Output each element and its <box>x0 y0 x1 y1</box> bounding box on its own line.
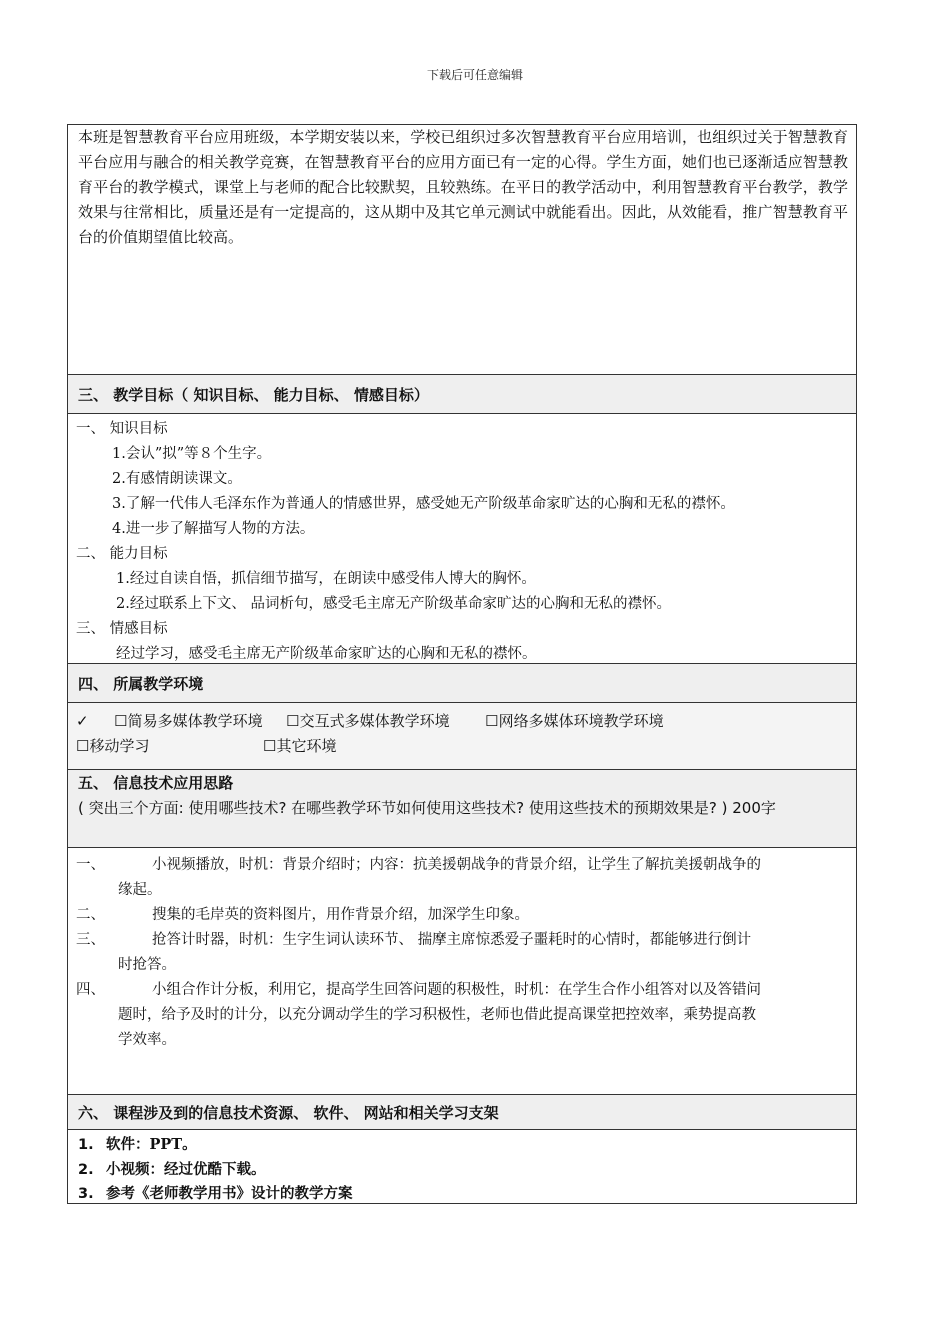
idea-number: 一、 <box>76 857 105 873</box>
env-option-interactive-multimedia[interactable]: ☐交互式多媒体教学环境 <box>286 712 450 730</box>
section5-header <box>68 770 856 848</box>
resource-number: 3. <box>78 1186 94 1202</box>
resource-item <box>78 1133 846 1158</box>
checkmark-icon: ✓ <box>76 712 89 730</box>
resource-text: 小视频：经过优酷下载。 <box>106 1160 266 1178</box>
env-option-other[interactable]: ☐其它环境 <box>263 737 337 755</box>
section3-header <box>68 375 856 414</box>
section4-title: 四、 所属教学环境 <box>78 674 204 693</box>
section6-title: 六、 课程涉及到的信息技术资源、 软件、 网站和相关学习支架 <box>78 1103 499 1122</box>
env-option-network-multimedia[interactable]: ☐网络多媒体环境教学环境 <box>485 712 664 730</box>
knowledge-item: 1.会认”拟”等８个生字。 <box>112 446 272 462</box>
ability-label: 二、 能力目标 <box>76 546 168 562</box>
idea-item <box>76 978 848 1053</box>
idea-text-line: 小组合作计分板，利用它，提高学生回答问题的积极性，时机：在学生合作小组答对以及答错问 <box>152 982 761 998</box>
idea-text-line: 学效率。 <box>118 1032 176 1048</box>
knowledge-item: 2.有感情朗读课文。 <box>112 471 242 487</box>
idea-item <box>76 928 848 978</box>
resource-number: 1. <box>78 1137 94 1153</box>
idea-text-line: 小视频播放，时机：背景介绍时；内容：抗美援朝战争的背景介绍，让学生了解抗美援朝战争的 <box>152 857 761 873</box>
idea-text-line: 抢答计时器，时机：生字生词认读环节、 揣摩主席惊悉爱子噩耗时的心情时，都能够进行倒计 <box>152 932 752 948</box>
idea-text-line: 时抢答。 <box>118 957 176 973</box>
env-option-simple-multimedia[interactable]: ☐简易多媒体教学环境 <box>114 712 263 730</box>
idea-number: 三、 <box>76 932 105 948</box>
ability-item: 2.经过联系上下文、 品词析句，感受毛主席无产阶级革命家旷达的心胸和无私的襟怀。 <box>116 596 671 612</box>
resource-item <box>78 1182 846 1207</box>
header-note: 下载后可任意编辑 <box>426 68 523 82</box>
intro-paragraph: 本班是智慧教育平台应用班级，本学期安装以来，学校已组织过多次智慧教育平台应用培训，也组织过关于智慧教育平台应用与融合的相关教学竞赛，在智慧教育平台的应用方面已有一定的心得。学生方面，她们也已逐渐适应智慧教育平台的教学模式，课堂上与老师的配合比较默契，且较熟练。在平日的教学活动中，利用智慧教育平台教学，教学效果与往常相比，质量还是有一定提高的，这从期中及其它单元测试中就能看出。因此，从效能看，推广智慧教育平台的价值期望值比较高。 <box>78 128 848 246</box>
section6-header <box>68 1095 856 1130</box>
resource-number: 2. <box>78 1161 94 1178</box>
section3-body <box>68 414 856 664</box>
knowledge-label: 一、 知识目标 <box>76 421 168 437</box>
section6-body <box>68 1130 856 1204</box>
section4-body <box>68 703 856 770</box>
emotion-label: 三、 情感目标 <box>76 621 168 637</box>
idea-text-line: 题时，给予及时的计分，以充分调动学生的学习积极性，老师也借此提高课堂把控效率，乘势提高教 <box>118 1007 756 1023</box>
section5-subtitle: ( 突出三个方面: 使用哪些技术? 在哪些教学环节如何使用这些技术? 使用这些技术的预期效果是? ) 200字 <box>78 799 776 817</box>
section5-title: 五、 信息技术应用思路 <box>78 774 234 792</box>
idea-text-line: 缘起。 <box>118 882 162 898</box>
resource-text: 软件：PPT。 <box>106 1136 197 1153</box>
idea-item <box>76 853 848 903</box>
knowledge-item: 4.进一步了解描写人物的方法。 <box>112 521 315 537</box>
section3-title: 三、 教学目标（ 知识目标、 能力目标、 情感目标） <box>78 385 429 404</box>
resource-text: 参考《老师教学用书》设计的教学方案 <box>106 1185 353 1202</box>
idea-number: 四、 <box>76 982 105 998</box>
section5-body <box>68 848 856 1095</box>
env-option-mobile-learning[interactable]: ☐移动学习 <box>76 737 150 755</box>
idea-text-line: 搜集的毛岸英的资料图片，用作背景介绍，加深学生印象。 <box>152 907 529 923</box>
section4-header <box>68 664 856 703</box>
intro-cell <box>68 125 856 375</box>
resource-item <box>78 1158 846 1183</box>
ability-item: 1.经过自读自悟，抓信细节描写，在朗读中感受伟人博大的胸怀。 <box>116 571 536 587</box>
idea-number: 二、 <box>76 907 105 923</box>
emotion-item: 经过学习，感受毛主席无产阶级革命家旷达的心胸和无私的襟怀。 <box>116 646 537 662</box>
knowledge-item: 3.了解一代伟人毛泽东作为普通人的情感世界，感受她无产阶级革命家旷达的心胸和无私的襟怀。 <box>112 496 735 512</box>
lesson-plan-table <box>67 124 857 1204</box>
idea-item <box>76 903 848 928</box>
